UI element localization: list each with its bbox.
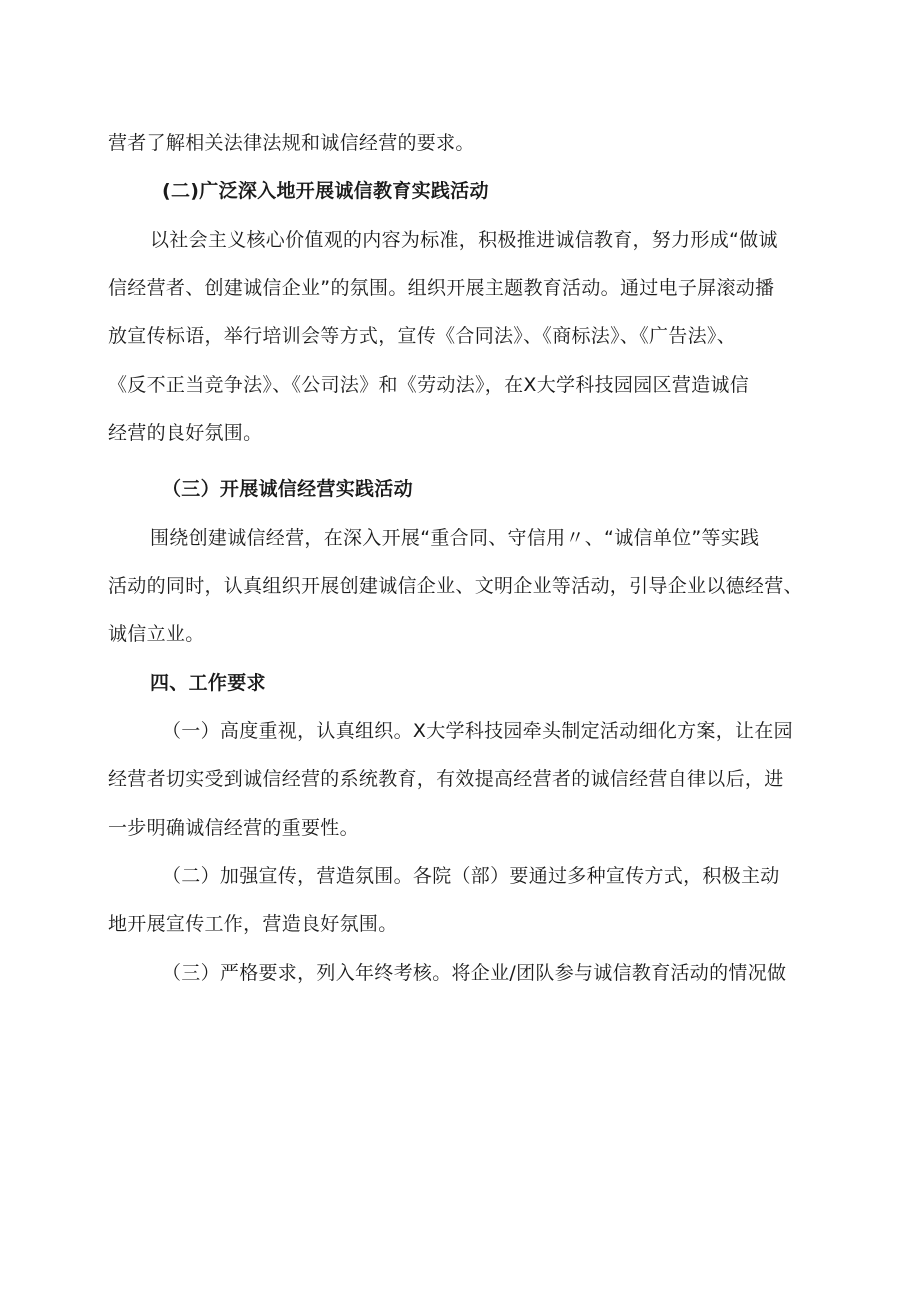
paragraph-line: 《反不正当竞争法》、《公司法》和《劳动法》，在X大学科技园园区营造诚信 xyxy=(108,374,750,396)
paragraph-line: 围绕创建诚信经营，在深入开展“重合同、守信用〃、“诚信单位”等实践 xyxy=(150,527,760,549)
paragraph-line: 活动的同时，认真组织开展创建诚信企业、文明企业等活动，引导企业以德经营、 xyxy=(108,575,803,597)
paragraph-line: 营者了解相关法律法规和诚信经营的要求。 xyxy=(108,132,475,154)
paragraph-line: 放宣传标语，举行培训会等方式，宣传《合同法》、《商标法》、《广告法》、 xyxy=(108,325,737,347)
paragraph-line: 经营者切实受到诚信经营的系统教育，有效提高经营者的诚信经营自律以后，进 xyxy=(108,768,784,790)
section-heading: （三）开展诚信经营实践活动 xyxy=(162,478,413,500)
paragraph-line: 以社会主义核心价值观的内容为标准，积极推进诚信教育，努力形成“做诚 xyxy=(150,229,778,251)
paragraph-line: （三）严格要求，列入年终考核。将企业/团队参与诚信教育活动的情况做 xyxy=(162,962,787,984)
paragraph-line: 经营的良好氛围。 xyxy=(108,422,263,444)
paragraph-line: （二）加强宣传，营造氛围。各院（部）要通过多种宣传方式，积极主动 xyxy=(162,865,780,887)
section-heading: 四、工作要求 xyxy=(150,672,266,694)
paragraph-line: （一）高度重视，认真组织。X大学科技园牵头制定活动细化方案，让在园 xyxy=(162,720,793,742)
paragraph-line: 一步明确诚信经营的重要性。 xyxy=(108,817,359,839)
paragraph-line: 信经营者、创建诚信企业”的氛围。组织开展主题教育活动。通过电子屏滚动播 xyxy=(108,277,775,299)
paragraph-line: 地开展宣传工作，营造良好氛围。 xyxy=(108,913,398,935)
section-heading: (二)广泛深入地开展诚信教育实践活动 xyxy=(162,180,489,202)
paragraph-line: 诚信立业。 xyxy=(108,623,205,645)
